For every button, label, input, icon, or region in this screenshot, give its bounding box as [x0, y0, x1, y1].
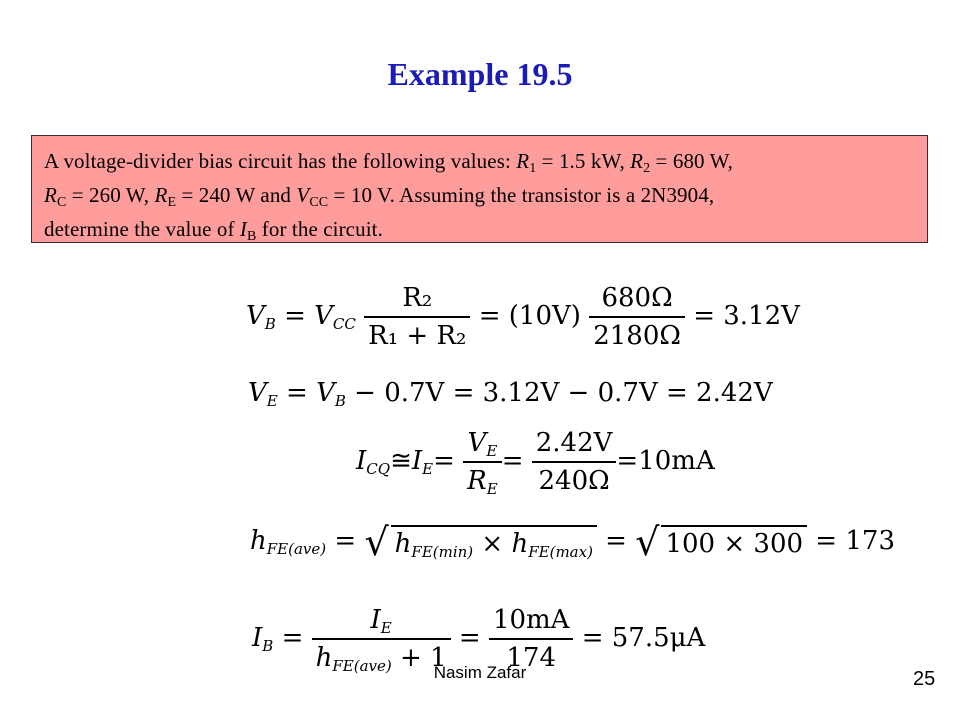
- eq3-lhs-sub: CQ: [366, 460, 391, 478]
- eq1-lhs-sub: B: [264, 315, 276, 333]
- symbol-ib-sub: B: [246, 229, 257, 244]
- eq5-numerator-value: 10mA: [489, 605, 574, 640]
- value-r1: = 1.5 kW,: [536, 149, 631, 173]
- eq4-equals-2: =: [596, 526, 636, 556]
- eq3-result: =10mA: [616, 446, 715, 476]
- eq4-radicand-2: 100 × 300: [661, 525, 807, 559]
- eq5-lhs: I: [252, 623, 263, 653]
- eq3-ie: I: [411, 446, 423, 476]
- problem-text-end: for the circuit.: [256, 217, 383, 241]
- value-r2: = 680 W,: [650, 149, 733, 173]
- eq2-lhs: V: [248, 378, 267, 408]
- symbol-re: R: [154, 183, 168, 207]
- eq1-numerator-value: 680Ω: [589, 283, 685, 318]
- footer-author: Nasim Zafar: [433, 663, 527, 682]
- eq4-hmax-sub: FE(max): [528, 543, 593, 561]
- eq5-num-sym: I: [370, 605, 381, 635]
- eq4-hmin-sub: FE(min): [411, 543, 474, 561]
- eq1-equals: =: [275, 301, 315, 331]
- symbol-ib: I: [239, 217, 247, 241]
- eq4-hmin: h: [394, 529, 412, 559]
- eq3-den-sym: R: [467, 466, 487, 496]
- equation-ve: [248, 378, 773, 408]
- symbol-r1: R: [516, 149, 530, 173]
- eq5-den-sub: FE(ave): [332, 657, 392, 675]
- eq3-denominator: [463, 463, 502, 496]
- problem-statement-box: [31, 135, 928, 243]
- symbol-rc: R: [44, 183, 57, 207]
- eq3-equals: =: [433, 446, 455, 476]
- symbol-vcc: V: [296, 183, 310, 207]
- eq3-numerator-value: 2.42V: [532, 428, 617, 463]
- symbol-rc-sub: C: [56, 195, 67, 210]
- eq4-times: ×: [473, 529, 512, 559]
- value-re: = 240 W and: [176, 183, 297, 207]
- eq3-fraction-symbols: [463, 428, 502, 496]
- eq5-result: = 57.5μA: [573, 623, 706, 653]
- eq5-num-sub: E: [380, 619, 392, 637]
- eq4-equals: =: [326, 526, 365, 556]
- equation-vb: [246, 283, 800, 351]
- eq1-denominator-value: 2180Ω: [593, 321, 681, 351]
- page-number: 25: [913, 668, 936, 690]
- equation-hfe: [250, 520, 895, 564]
- eq1-fraction-resistors: [364, 283, 470, 351]
- eq3-approx: ≅: [390, 446, 412, 476]
- eq2-vb-sub: B: [334, 392, 346, 410]
- eq3-num-sym: V: [467, 428, 487, 458]
- symbol-r1-sub: 1: [529, 161, 537, 176]
- eq5-lhs-sub: B: [262, 637, 274, 655]
- eq5-equals-2: =: [450, 623, 489, 653]
- eq4-lhs-sub: FE(ave): [266, 540, 327, 558]
- eq4-hmax: h: [511, 529, 529, 559]
- eq5-numerator: [312, 605, 451, 640]
- eq1-vcc: V: [314, 301, 333, 331]
- eq4-radicand: [391, 525, 597, 559]
- eq1-vcc-sub: CC: [332, 315, 356, 333]
- problem-text-line3: determine the value of: [44, 217, 240, 241]
- eq1-lhs: V: [246, 301, 265, 331]
- eq5-den-sym: h: [315, 643, 333, 673]
- symbol-vcc-sub: CC: [309, 195, 329, 210]
- eq1-denominator: R₁ + R₂: [368, 321, 467, 351]
- eq1-fraction-values: [589, 283, 685, 351]
- eq3-ie-sub: E: [422, 460, 434, 478]
- problem-text: A voltage-divider bias circuit has the following values:: [44, 149, 517, 173]
- eq5-denominator-value: 174: [506, 643, 557, 673]
- equation-icq: [356, 428, 715, 496]
- value-vcc: = 10 V. Assuming the transistor is a 2N3904,: [328, 183, 715, 207]
- slide-title: Example 19.5: [387, 56, 573, 92]
- eq4-radical-sign: √: [364, 520, 389, 564]
- eq4-radical-sign-2: √: [635, 520, 660, 564]
- eq5-equals: =: [273, 623, 312, 653]
- eq1-result: = 3.12V: [684, 301, 800, 331]
- symbol-re-sub: E: [167, 195, 177, 210]
- value-rc: = 260 W,: [66, 183, 155, 207]
- symbol-r2-sub: 2: [643, 161, 651, 176]
- eq3-denominator-value: 240Ω: [538, 466, 610, 496]
- eq4-lhs: h: [250, 526, 267, 556]
- eq2-vb: V: [316, 378, 335, 408]
- eq1-vcc-value: = (10V): [470, 301, 581, 331]
- eq4-result: = 173: [807, 526, 895, 556]
- eq3-den-sub: E: [486, 480, 498, 498]
- eq3-equals-2: =: [501, 446, 524, 476]
- eq3-num-sub: E: [486, 442, 498, 460]
- eq1-numerator: R₂: [364, 283, 470, 318]
- eq3-lhs: I: [356, 446, 367, 476]
- symbol-r2: R: [630, 149, 644, 173]
- eq2-equals: =: [277, 378, 317, 408]
- eq5-den-tail: + 1: [391, 643, 447, 673]
- eq2-lhs-sub: E: [266, 392, 278, 410]
- eq2-rest: − 0.7V = 3.12V − 0.7V = 2.42V: [345, 378, 773, 408]
- eq3-fraction-values: [532, 428, 617, 496]
- eq3-numerator: [463, 428, 502, 463]
